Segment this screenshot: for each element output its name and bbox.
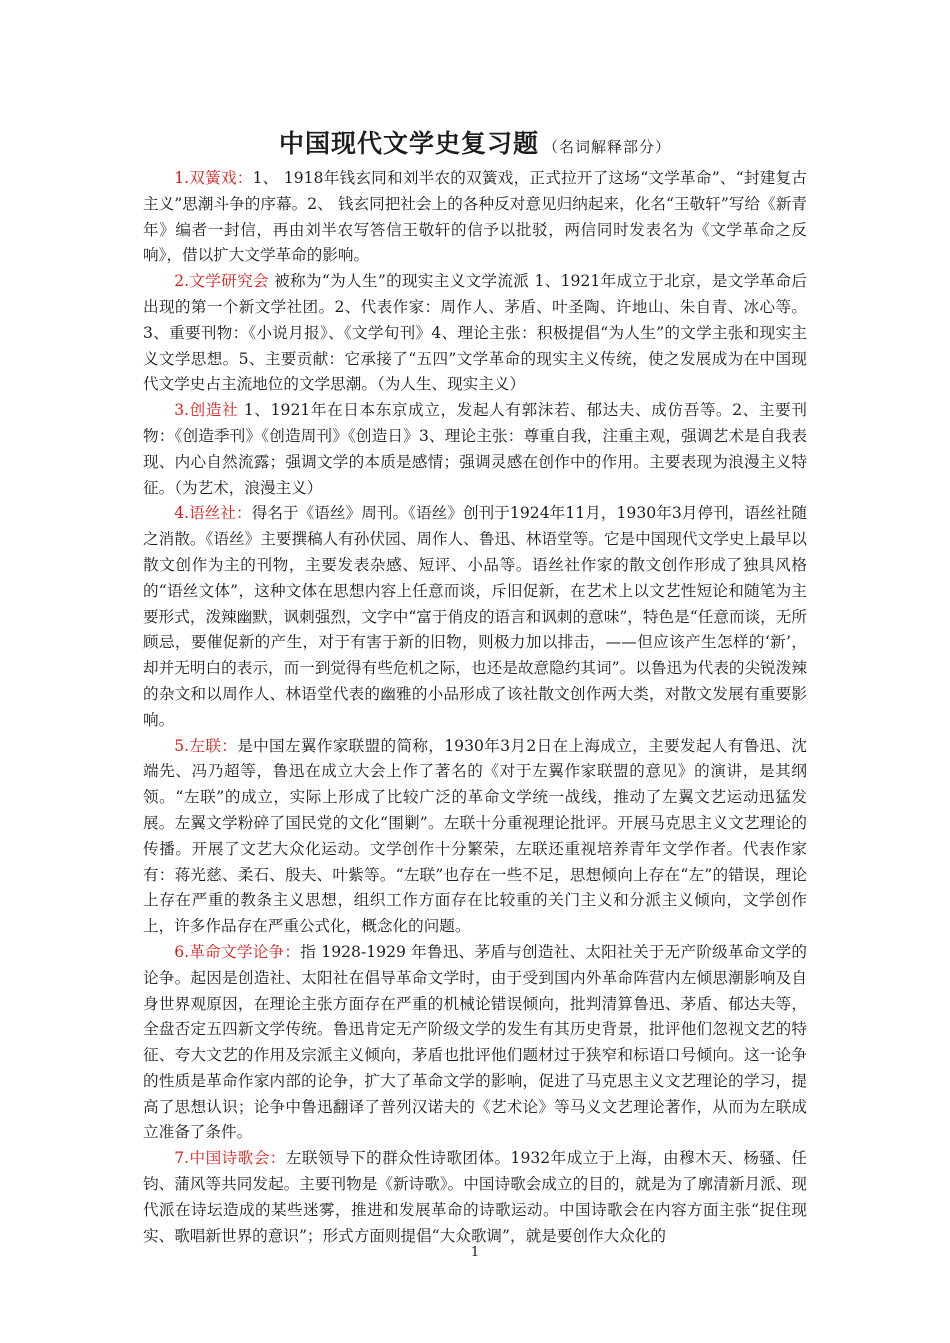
entry-1 <box>143 166 807 269</box>
title-text: 中国现代文学史复习题 <box>278 129 539 158</box>
entry-6 <box>143 940 807 1146</box>
entry-text: 左联领导下的群众性诗歌团体。1932年成立于上海，由穆木天、杨骚、任钧、蒲风等共同发起。主要刊物是《新诗歌》。中国诗歌会成立的目的，就是为了廓清新月派、现代派在诗坛造成的某些迷雾，推进和发展革命的诗歌运动。中国诗歌会在内容方面主张“捉住现实、歌唱新世界的意识”；形式方面则提倡“大众歌调”，就是要创作大众化的 <box>143 1149 807 1245</box>
page-number: 1 <box>470 1245 480 1260</box>
entry-term: 2.文学研究会 <box>174 272 269 291</box>
entry-term: 1.双簧戏： <box>174 169 253 187</box>
entries-list <box>143 166 807 1249</box>
entry-text: 1、1921年在日本东京成立，发起人有郭沫若、郁达夫、成仿吾等。2、主要刊物：《创造季刊》《创造周刊》《创造日》3、理论主张：尊重自我，注重主观，强调艺术是自我表现、内心自然流露；强调文学的本质是感情；强调灵感在创作中的作用。主要表现为浪漫主义特征。（为艺术，浪漫主义） <box>143 401 807 497</box>
entry-text: 是中国左翼作家联盟的简称，1930年3月2日在上海成立，主要发起人有鲁迅、沈端先、冯乃超等，鲁迅在成立大会上作了著名的《对于左翼作家联盟的意见》的演讲，是其纲领。“左联”的成立，实际上形成了比较广泛的革命文学统一战线，推动了左翼文艺运动迅猛发展。左翼文学粉碎了国民党的文化“围剿”。左联十分重视理论批评。开展马克思主义文艺理论的传播。开展了文艺大众化运动。文学创作十分繁荣，左联还重视培养青年文学作者。代表作家有：蒋光慈、柔石、殷夫、叶紫等。“左联”也存在一些不足，思想倾向上存在“左”的错误，理论上存在严重的教条主义思想，组织工作方面存在比较重的关门主义和分派主义倾向，文学创作上，许多作品存在严重公式化，概念化的问题。 <box>143 736 807 936</box>
entry-text: 1、 1918年钱玄同和刘半农的双簧戏，正式拉开了这场“文学革命”、“封建复古主义”思潮斗争的序幕。2、 钱玄同把社会上的各种反对意见归纳起来，化名“王敬轩”写给《新青年》编者一封信，再由刘半农写答信王敬轩的信予以批驳，两信同时发表名为《文学革命之反响》，借以扩大文学革命的影响。 <box>143 169 807 265</box>
entry-2 <box>143 269 807 398</box>
page-title <box>0 124 950 160</box>
entry-text: 得名于《语丝》周刊。《语丝》创刊于1924年11月，1930年3月停刊，语丝社随之消散。《语丝》主要撰稿人有孙伏园、周作人、鲁迅、林语堂等。它是中国现代文学史上最早以散文创作为主的刊物，主要发表杂感、短评、小品等。语丝社作家的散文创作形成了独具风格的“语丝文体”，这种文体在思想内容上任意而谈，斥旧促新，在艺术上以文艺性短论和随笔为主要形式，泼辣幽默，讽刺强烈，文字中“富于俏皮的语言和讽刺的意味”，特色是“任意而谈，无所顾忌，要催促新的产生，对于有害于新的旧物，则极力加以排击，——但应该产生怎样的‘新’，却并无明白的表示，而一到觉得有些危机之际，也还是故意隐约其词”。以鲁迅为代表的尖锐泼辣的杂文和以周作人、林语堂代表的幽雅的小品形成了该社散文创作两大类，对散文发展有重要影响。 <box>143 504 807 729</box>
entry-term: 6.革命文学论争： <box>174 942 301 961</box>
entry-7 <box>143 1146 807 1249</box>
entry-text: 被称为“为人生”的现实主义文学流派 1、1921年成立于北京，是文学革命后出现的第一个新文学社团。2、代表作家：周作人、茅盾、叶圣陶、许地山、朱自青、冰心等。3、重要刊物：《小说月报》、《文学旬刊》4、理论主张：积极提倡“为人生”的文学主张和现实主义文学思想。5、主要贡献：它承接了“五四”文学革命的现实主义传统，使之发展成为在中国现代文学史占主流地位的文学思潮。（为人生、现实主义） <box>143 272 807 394</box>
entry-term: 4.语丝社： <box>174 504 252 523</box>
entry-3 <box>143 398 807 501</box>
entry-term: 7.中国诗歌会： <box>174 1149 286 1168</box>
entry-4 <box>143 501 807 733</box>
title-subtitle: （名词解释部分） <box>543 138 672 156</box>
entry-5 <box>143 734 807 940</box>
entry-term: 5.左联： <box>174 736 238 755</box>
entry-term: 3.创造社 <box>174 401 239 420</box>
entry-text: 指 1928-1929 年鲁迅、茅盾与创造社、太阳社关于无产阶级革命文学的论争。起因是创造社、太阳社在倡导革命文学时，由于受到国内外革命阵营内左倾思潮影响及自身世界观原因，在理论主张方面存在严重的机械论错误倾向，批判清算鲁迅、茅盾、郁达夫等，全盘否定五四新文学传统。鲁迅肯定无产阶级文学的发生有其历史背景，批评他们忽视文艺的特征、夸大文艺的作用及宗派主义倾向，茅盾也批评他们题材过于狭窄和标语口号倾向。这一论争的性质是革命作家内部的论争，扩大了革命文学的影响，促进了马克思主义文艺理论的学习，提高了思想认识；论争中鲁迅翻译了普列汉诺夫的《艺术论》等马义文艺理论著作，从而为左联成立准备了条件。 <box>143 942 807 1142</box>
